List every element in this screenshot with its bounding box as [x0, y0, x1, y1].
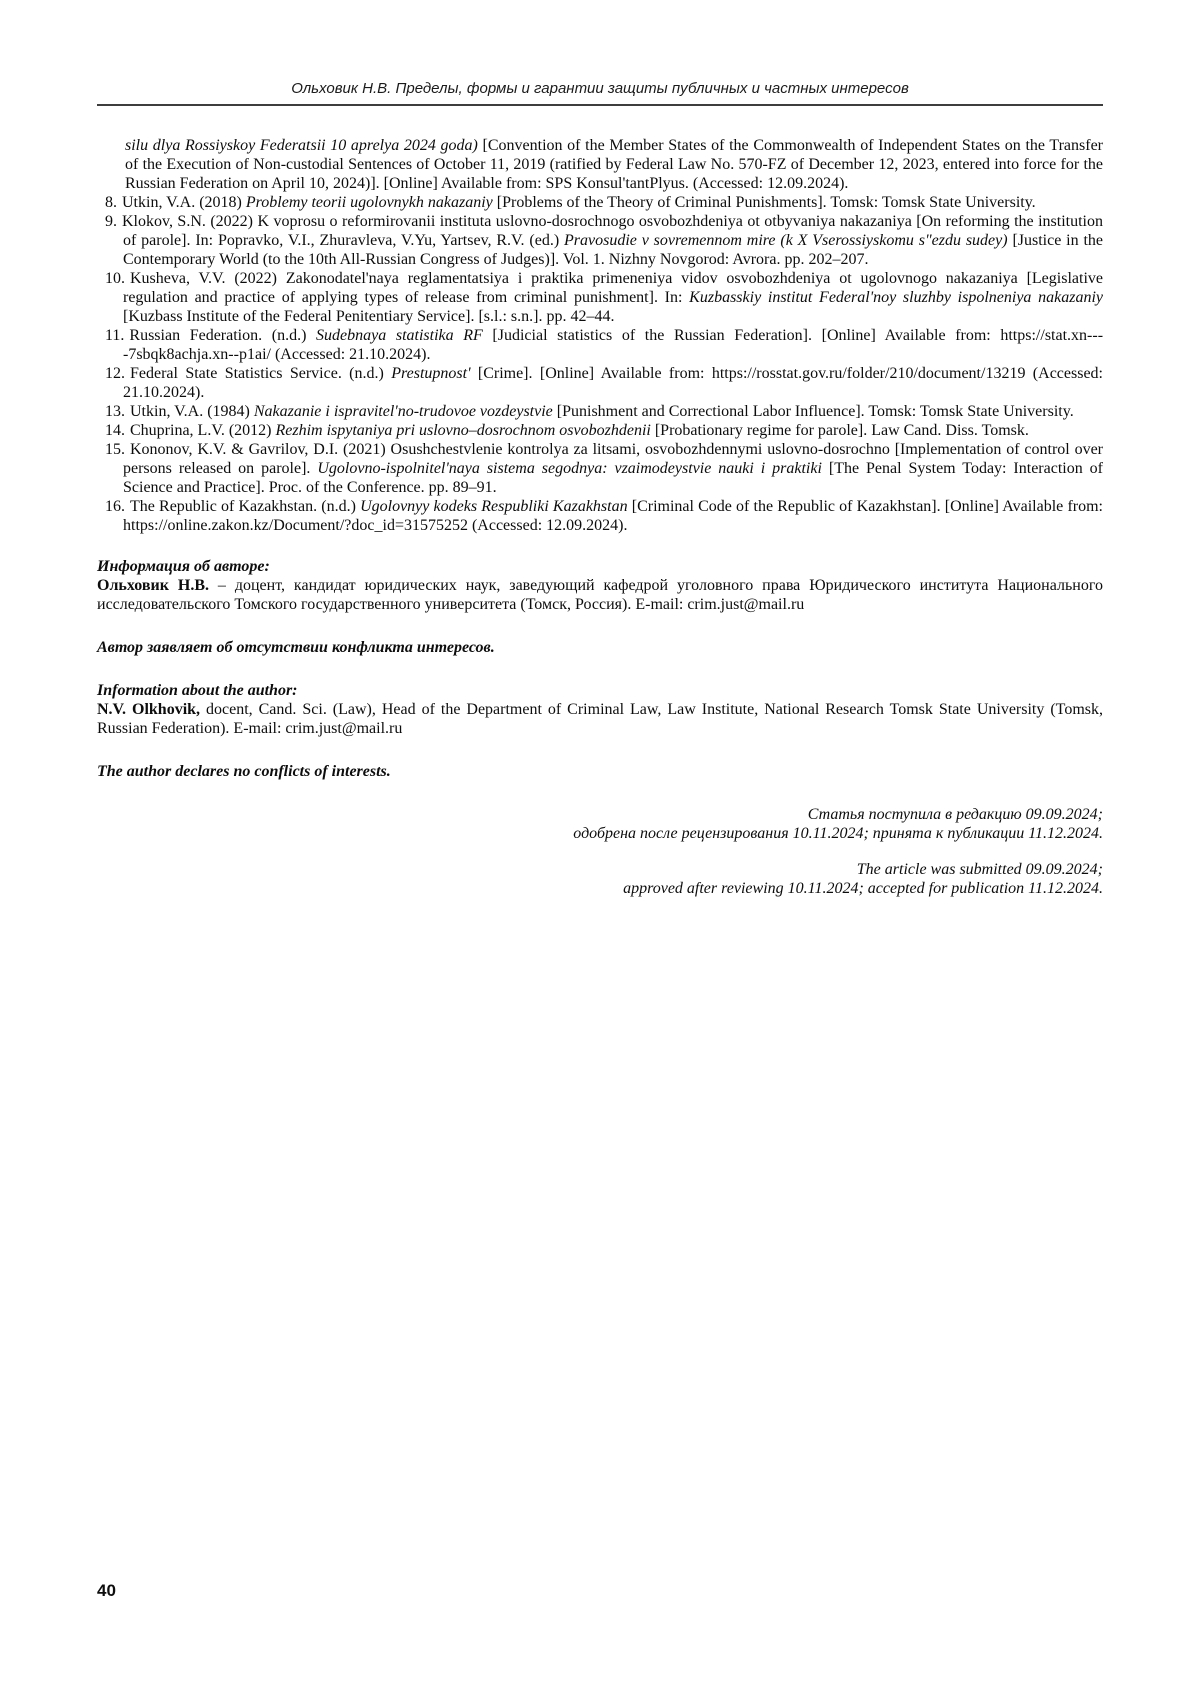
reference-italic-segment: silu dlya Rossiyskoy Federatsii 10 aprelya 2024 goda)	[125, 137, 478, 154]
author-bio-ru: – доцент, кандидат юридических наук, заведующий кафедрой уголовного права Юридического института Национального исследовательского Томского государственного университета (Томск, Россия). E-mail: crim.just@mail.ru	[97, 577, 1103, 613]
author-info-ru-text	[97, 576, 1103, 614]
reference-number: 11.	[105, 327, 125, 344]
reference-number: 12.	[105, 365, 125, 382]
reference-text-segment: Utkin, V.A. (2018)	[122, 194, 246, 211]
reference-text-segment: Chuprina, L.V. (2012)	[130, 422, 276, 439]
page-number: 40	[97, 1581, 116, 1600]
reference-number: 10.	[105, 270, 125, 287]
running-head-text: Ольховик Н.В. Пределы, формы и гарантии защиты публичных и частных интересов	[291, 80, 909, 97]
reference-text-segment: [Punishment and Correctional Labor Influence]. Tomsk: Tomsk State University.	[552, 403, 1074, 420]
references-list	[97, 193, 1103, 535]
reference-continuation	[125, 136, 1103, 193]
article-dates-ru	[97, 805, 1103, 843]
reference-text-segment: Kusheva, V.V. (2022) Zakonodatel'naya reglamentatsiya i praktika primeneniya vidov osvobozhdeniya ot ugolovnogo nakazaniya [Legislative regulation and practice of applying types of release from criminal punishment]. In:	[123, 270, 1103, 306]
reference-text-segment: [Judicial statistics of the Russian Federation]. [Online] Available from: https://stat.xn----7sbqk8achja.xn--p1ai/ (Accessed: 21.10.2024).	[123, 327, 1104, 363]
author-info-ru-heading: Информация об авторе:	[97, 558, 270, 575]
reference-number: 14.	[105, 422, 125, 439]
date-line-ru-2: одобрена после рецензирования 10.11.2024; принята к публикации 11.12.2024.	[573, 825, 1103, 842]
author-name-ru: Ольховик Н.В.	[97, 577, 209, 594]
reference-item	[97, 421, 1103, 440]
author-bio-en: docent, Cand. Sci. (Law), Head of the Department of Criminal Law, Law Institute, National Research Tomsk State University (Tomsk, Russian Federation). E-mail: crim.just@mail.ru	[97, 701, 1103, 737]
reference-text-segment: [Problems of the Theory of Criminal Punishments]. Tomsk: Tomsk State University.	[492, 194, 1036, 211]
reference-text-segment: Russian Federation. (n.d.)	[129, 327, 317, 344]
reference-text-segment: [Convention of the Member States of the Commonwealth of Independent States on the Transfer of the Execution of Non-custodial Sentences of October 11, 2019 (ratified by Federal Law No. 570-FZ of December 12, 2023, entered into force for the Russian Federation on April 10, 2024)]. [Online] Available from: SPS Konsul'tantPlyus. (Accessed: 12.09.2024).	[125, 137, 1103, 192]
reference-italic-segment: Ugolovno-ispolnitel'naya sistema segodnya: vzaimodeystvie nauki i praktiki	[317, 460, 822, 477]
reference-text-segment: [Crime]. [Online] Available from: https://rosstat.gov.ru/folder/210/document/13219 (Accessed: 21.10.2024).	[123, 365, 1103, 401]
reference-number: 15.	[105, 441, 125, 458]
reference-text-segment: [The Penal System Today: Interaction of Science and Practice]. Proc. of the Conference. pp. 89–91.	[123, 460, 1103, 496]
reference-item	[97, 193, 1103, 212]
reference-italic-segment: Pravosudie v sovremennom mire (k X Vserossiyskomu s"ezdu sudey)	[564, 232, 1008, 249]
date-line-ru-1: Статья поступила в редакцию 09.09.2024;	[807, 806, 1103, 823]
author-info-en-text	[97, 700, 1103, 738]
reference-italic-segment: Sudebnaya statistika RF	[316, 327, 483, 344]
reference-italic-segment: Rezhim ispytaniya pri uslovno–dosrochnom osvobozhdenii	[275, 422, 651, 439]
reference-number: 13.	[105, 403, 125, 420]
reference-italic-segment: Problemy teorii ugolovnykh nakazaniy	[245, 194, 493, 211]
page-content	[97, 136, 1103, 898]
reference-item	[97, 269, 1103, 326]
reference-text-segment: Kononov, K.V. & Gavrilov, D.I. (2021) Osushchestvlenie kontrolya za litsami, osvobozhdennymi uslovno-dosrochno [Implementation of control over persons released on parole].	[123, 441, 1103, 477]
reference-number: 9.	[105, 213, 117, 230]
reference-italic-segment: Ugolovnyy kodeks Respubliki Kazakhstan	[360, 498, 628, 515]
author-name-en: N.V. Olkhovik,	[97, 701, 201, 718]
author-info-en-heading: Information about the author:	[97, 682, 298, 699]
reference-text-segment: Utkin, V.A. (1984)	[130, 403, 254, 420]
reference-italic-segment: Kuzbasskiy institut Federal'noy sluzhby ispolneniya nakazaniy	[689, 289, 1104, 306]
date-line-en-1: The article was submitted 09.09.2024;	[856, 861, 1103, 878]
reference-item	[97, 364, 1103, 402]
reference-item	[97, 402, 1103, 421]
reference-text-segment: [Probationary regime for parole]. Law Cand. Diss. Tomsk.	[650, 422, 1029, 439]
reference-text-segment: The Republic of Kazakhstan. (n.d.)	[130, 498, 361, 515]
reference-item	[97, 212, 1103, 269]
reference-text-segment: [Justice in the Contemporary World (to the 10th All-Russian Congress of Judges)]. Vol. 1. Nizhny Novgorod: Avrora. pp. 202–207.	[123, 232, 1103, 268]
reference-item	[97, 326, 1103, 364]
reference-text-segment: Klokov, S.N. (2022) K voprosu o reformirovanii instituta uslovno-dosrochnogo osvobozhdeniya ot otbyvaniya nakazaniya [On reforming the institution of parole]. In: Popravko, V.I., Zhuravleva, V.Yu, Yartsev, R.V. (ed.)	[122, 213, 1103, 249]
reference-text-segment: Federal State Statistics Service. (n.d.)	[130, 365, 392, 382]
article-dates-en	[97, 860, 1103, 898]
running-head	[97, 0, 1103, 106]
conflict-statement-en: The author declares no conflicts of interests.	[97, 763, 391, 780]
date-line-en-2: approved after reviewing 10.11.2024; accepted for publication 11.12.2024.	[623, 880, 1103, 897]
conflict-statement-ru: Автор заявляет об отсутствии конфликта интересов.	[97, 639, 495, 656]
reference-number: 8.	[105, 194, 117, 211]
reference-text-segment: [Kuzbass Institute of the Federal Penitentiary Service]. [s.l.: s.n.]. pp. 42–44.	[123, 308, 615, 325]
reference-item	[97, 440, 1103, 497]
reference-text-segment: [Criminal Code of the Republic of Kazakhstan]. [Online] Available from: https://online.zakon.kz/Document/?doc_id=31575252 (Accessed: 12.09.2024).	[123, 498, 1103, 534]
reference-italic-segment: Prestupnost'	[391, 365, 471, 382]
reference-number: 16.	[105, 498, 125, 515]
reference-italic-segment: Nakazanie i ispravitel'no-trudovoe vozdeystvie	[253, 403, 553, 420]
reference-item	[97, 497, 1103, 535]
